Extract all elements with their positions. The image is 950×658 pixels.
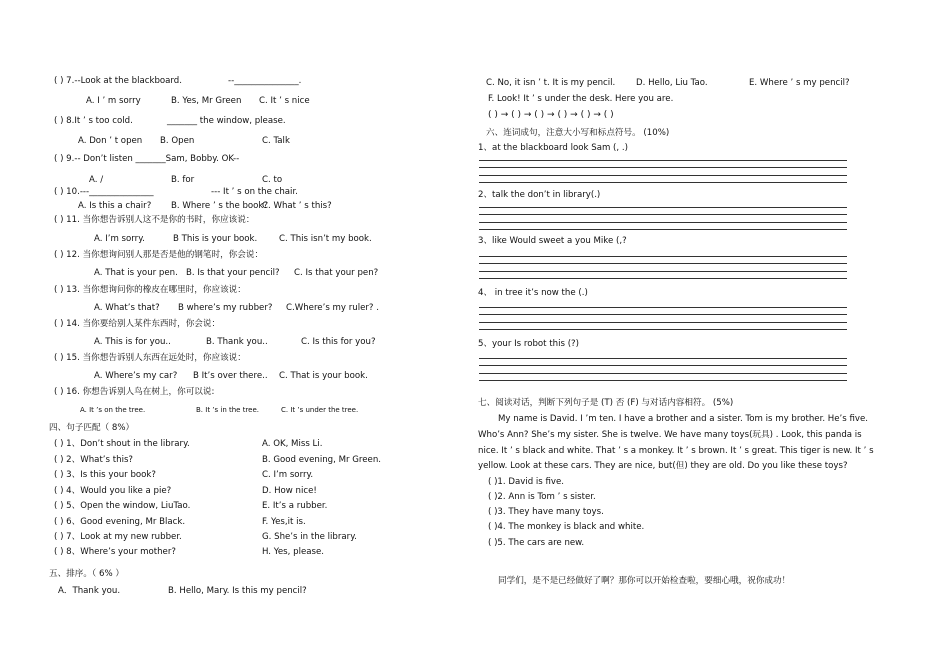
q9-opt-c: C. to xyxy=(262,175,283,185)
writing-line xyxy=(479,329,847,330)
match-q7: ( ) 7、Look at my new rubber. xyxy=(54,532,182,542)
match-q4: ( ) 4、Would you like a pie? xyxy=(54,486,172,496)
q8-opt-a: A. Don ’ t open xyxy=(78,136,143,146)
q14-opt-a: A. This is for you.. xyxy=(94,337,171,347)
match-q1: ( ) 1、Don’t shout in the library. xyxy=(54,439,190,449)
order-option-b: B. Hello, Mary. Is this my pencil? xyxy=(168,586,307,596)
match-a8: H. Yes, please. xyxy=(262,547,325,557)
q8-stem: ( ) 8.It ’ s too cold. xyxy=(54,116,133,126)
q15-opt-a: A. Where’s my car? xyxy=(94,371,178,381)
q15-opt-b: B It’s over there.. xyxy=(193,371,268,381)
q15-opt-c: C. That is your book. xyxy=(279,371,368,381)
writing-line xyxy=(479,373,847,374)
words-1: 1、at the blackboard look Sam (, .) xyxy=(478,143,628,153)
tf-2: ( )2. Ann is Tom ’ s sister. xyxy=(488,492,596,502)
order-option-f: F. Look! It ’ s under the desk. Here you are. xyxy=(488,94,674,104)
writing-line xyxy=(479,182,847,183)
passage-line-2: Who’s Ann? She’s my sister. She is twelve. We have many toys(玩具) . Look, this panda is xyxy=(478,430,862,440)
q13-opt-b: B where’s my rubber? xyxy=(178,303,273,313)
section5-title: 五、排序。（ 6% ） xyxy=(49,569,124,579)
writing-line xyxy=(479,167,847,168)
match-q5: ( ) 5、Open the window, LiuTao. xyxy=(54,501,191,511)
q7-blank: --_______________. xyxy=(228,76,302,86)
q16-opt-a: A. It ’s on the tree. xyxy=(80,406,146,414)
q11-opt-a: A. I’m sorry. xyxy=(94,234,145,244)
match-q6: ( ) 6、Good evening, Mr Black. xyxy=(54,517,186,527)
q14-opt-c: C. Is this for you? xyxy=(301,337,376,347)
q7-opt-b: B. Yes, Mr Green xyxy=(171,96,242,106)
tf-3: ( )3. They have many toys. xyxy=(488,507,604,517)
writing-line xyxy=(479,322,847,323)
section4-title: 四、句子匹配（ 8%） xyxy=(49,423,135,433)
writing-line xyxy=(479,263,847,264)
words-4: 4、 in tree it’s now the (.) xyxy=(478,288,588,298)
match-q8: ( ) 8、Where’s your mother? xyxy=(54,547,176,557)
q13-stem: ( ) 13. 当你想询问你的橡皮在哪里时，你应该说： xyxy=(54,285,246,295)
words-5: 5、your Is robot this (?) xyxy=(478,339,579,349)
writing-line xyxy=(479,214,847,215)
q7-opt-a: A. I ’ m sorry xyxy=(86,96,141,106)
q10-opt-b: B. Where ’ s the book? xyxy=(171,201,268,211)
order-answer-row: ( ) → ( ) → ( ) → ( ) → ( ) → ( ) xyxy=(488,110,614,120)
passage-line-4: yellow. Look at these cars. They are nice, but(但) they are old. Do you like these toys? xyxy=(478,461,848,471)
match-a3: C. I’m sorry. xyxy=(262,470,314,480)
q16-stem: ( ) 16. 你想告诉别人鸟在树上，你可以说: xyxy=(54,387,215,397)
tf-5: ( )5. The cars are new. xyxy=(488,538,585,548)
tf-4: ( )4. The monkey is black and white. xyxy=(488,522,645,532)
q12-opt-c: C. Is that your pen? xyxy=(294,268,379,278)
section6-title: 六、连词成句，注意大小写和标点符号。 (10%) xyxy=(486,128,670,138)
q9-opt-a: A. / xyxy=(89,175,104,185)
q16-opt-b: B. It ’s in the tree. xyxy=(196,406,260,414)
words-2: 2、talk the don’t in library(.) xyxy=(478,190,601,200)
q14-opt-b: B. Thank you.. xyxy=(206,337,268,347)
q14-stem: ( ) 14. 当你要给别人某件东西时，你会说： xyxy=(54,319,221,329)
writing-line xyxy=(479,271,847,272)
q12-opt-b: B. Is that your pencil? xyxy=(186,268,280,278)
writing-line xyxy=(479,175,847,176)
q10-opt-a: A. Is this a chair? xyxy=(78,201,152,211)
closing-note: 同学们，是不是已经做好了啊？那你可以开始检查啦，要细心哦，祝你成功！ xyxy=(498,576,791,586)
match-a1: A. OK, Miss Li. xyxy=(262,439,323,449)
writing-line xyxy=(479,380,847,381)
writing-line xyxy=(479,222,847,223)
passage-line-1: My name is David. I ’m ten. I have a brother and a sister. Tom is my brother. He’s five. xyxy=(498,414,868,424)
writing-line xyxy=(479,365,847,366)
q12-opt-a: A. That is your pen. xyxy=(94,268,178,278)
tf-1: ( )1. David is five. xyxy=(488,477,565,487)
q12-stem: ( ) 12. 当你想询问别人那是否是他的钢笔时，你会说： xyxy=(54,250,264,260)
q15-stem: ( ) 15. 当你想告诉别人东西在远处时，你应该说： xyxy=(54,353,246,363)
writing-line xyxy=(479,307,847,308)
writing-line xyxy=(479,160,847,161)
q10-opt-c: C. What ’ s this? xyxy=(262,201,332,211)
q13-opt-c: C.Where’s my ruler? . xyxy=(286,303,379,313)
q16-opt-c: C. It ’s under the tree. xyxy=(281,406,359,414)
writing-line xyxy=(479,278,847,279)
match-a7: G. She’s in the library. xyxy=(262,532,357,542)
order-option-a: A．Thank you. xyxy=(58,586,121,596)
q8-opt-b: B. Open xyxy=(160,136,195,146)
q11-stem: ( ) 11. 当你想告诉别人这不是你的书时，你应该说： xyxy=(54,215,255,225)
passage-line-3: nice. It ’ s black and white. That ’ s a monkey. It ’ s brown. It ’ s great. This tiger is new. It ’ s xyxy=(478,446,874,456)
match-a2: B. Good evening, Mr Green. xyxy=(262,455,382,465)
q10-tail: --- It ’ s on the chair. xyxy=(211,187,298,197)
q9-stem: ( ) 9.-- Don’t listen _______Sam, Bobby. OK-- xyxy=(54,154,240,164)
q8-blank: _______ the window, please. xyxy=(167,116,286,126)
match-a6: F. Yes,it is. xyxy=(262,517,306,527)
q8-opt-c: C. Talk xyxy=(262,136,290,146)
writing-line xyxy=(479,358,847,359)
words-3: 3、like Would sweet a you Mike (,? xyxy=(478,236,627,246)
order-option-d: D. Hello, Liu Tao. xyxy=(636,78,708,88)
order-option-e: E. Where ’ s my pencil? xyxy=(749,78,850,88)
q7-stem: ( ) 7.--Look at the blackboard. xyxy=(54,76,182,86)
match-a4: D. How nice! xyxy=(262,486,317,496)
writing-line xyxy=(479,229,847,230)
q11-opt-c: C. This isn’t my book. xyxy=(279,234,372,244)
q13-opt-a: A. What’s that? xyxy=(94,303,160,313)
writing-line xyxy=(479,314,847,315)
section7-title: 七、阅读对话，判断下列句子是 (T) 否 (F) 与对话内容相符。 (5%) xyxy=(478,398,734,408)
q9-opt-b: B. for xyxy=(171,175,195,185)
q7-opt-c: C. It ’ s nice xyxy=(259,96,310,106)
q11-opt-b: B This is your book. xyxy=(173,234,258,244)
writing-line xyxy=(479,207,847,208)
writing-line xyxy=(479,256,847,257)
match-q3: ( ) 3、Is this your book? xyxy=(54,470,156,480)
order-option-c: C. No, it isn ’ t. It is my pencil. xyxy=(486,78,616,88)
match-a5: E. It’s a rubber. xyxy=(262,501,328,511)
q10-stem: ( ) 10.---_______________ xyxy=(54,187,154,197)
match-q2: ( ) 2、What’s this? xyxy=(54,455,133,465)
